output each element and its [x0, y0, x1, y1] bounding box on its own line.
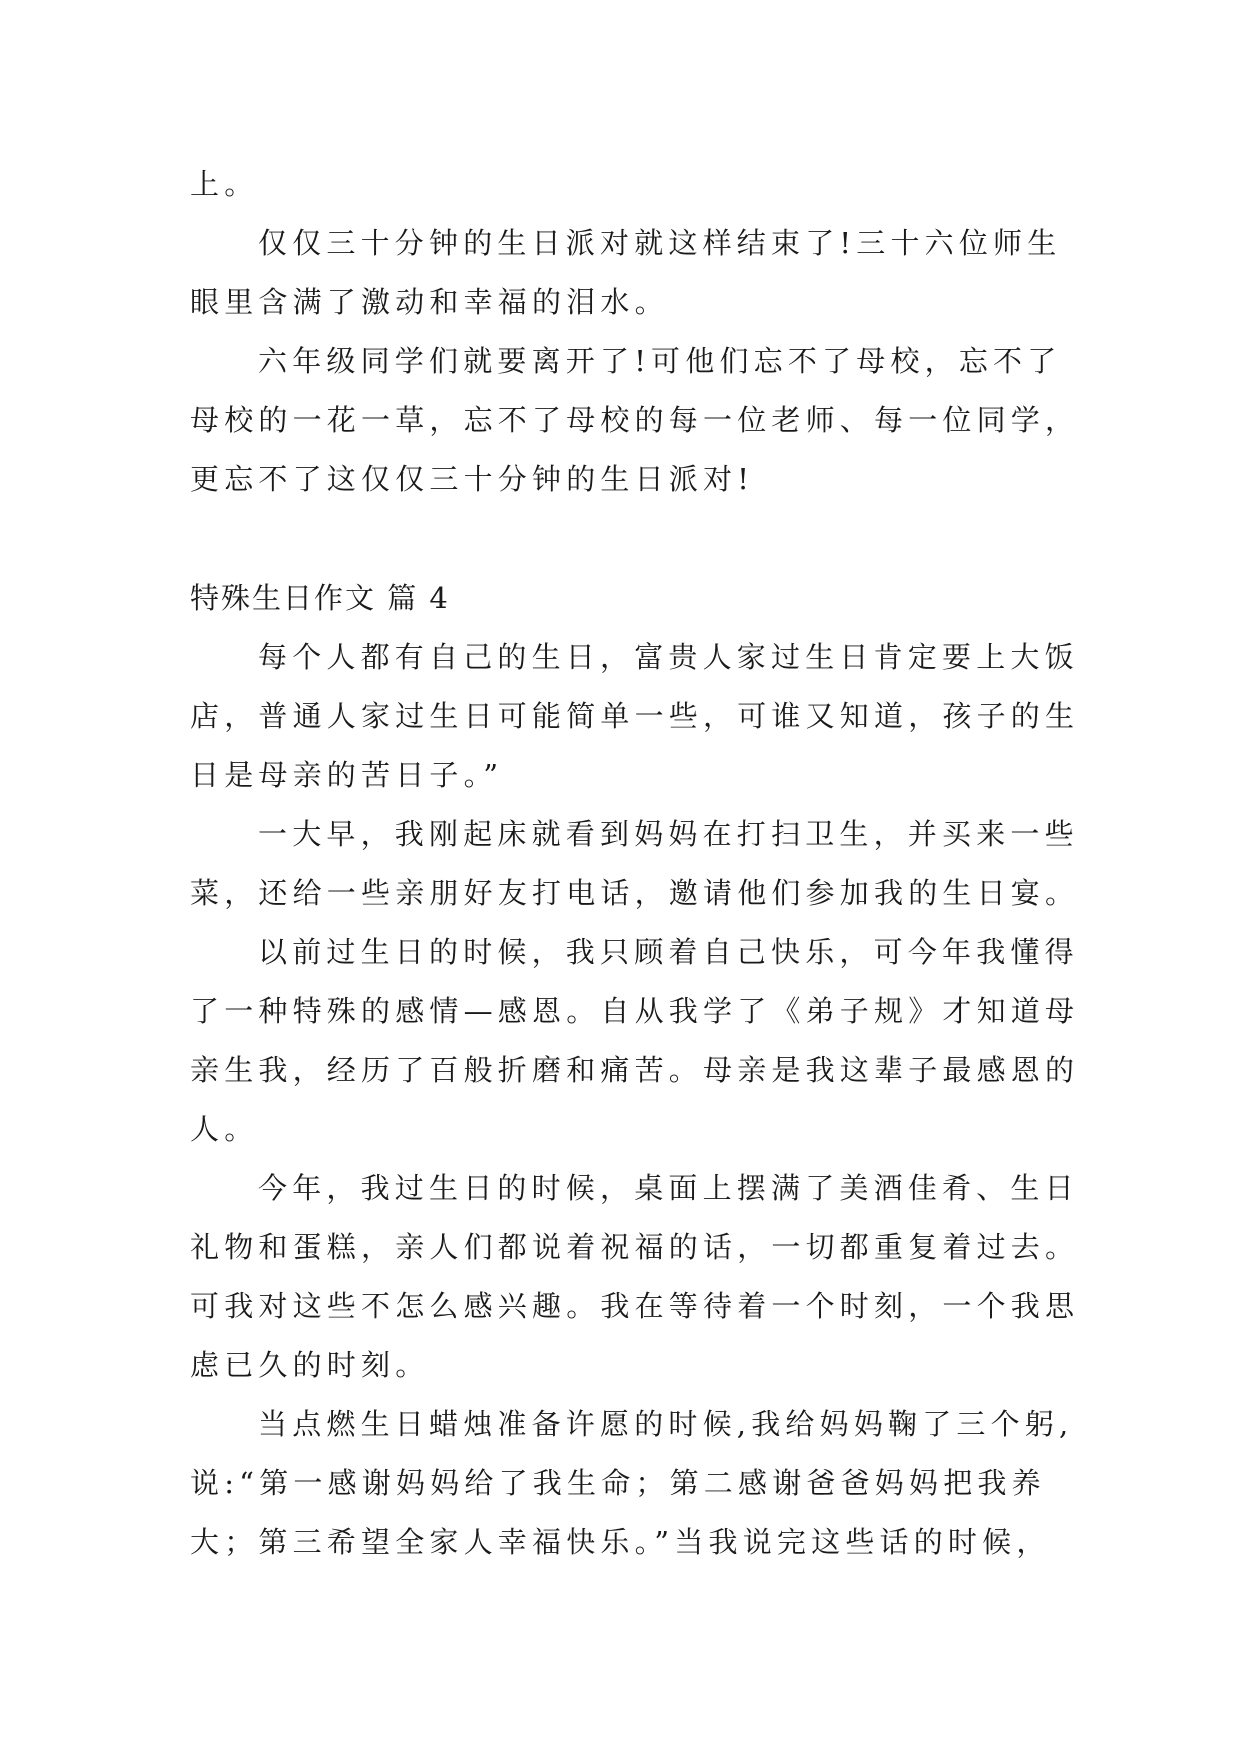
paragraph-first-line: 以前过生日的时候，我只顾着自己快乐，可今年我懂得 [258, 935, 1079, 969]
paragraph-first-line: 一大早，我刚起床就看到妈妈在打扫卫生，并买来一些 [258, 817, 1079, 851]
paragraph-first-line: 今年，我过生日的时候，桌面上摆满了美酒佳肴、生日 [258, 1171, 1079, 1205]
text-line: 菜，还给一些亲朋好友打电话，邀请他们参加我的生日宴。 [190, 876, 1080, 910]
text-line: 礼物和蛋糕，亲人们都说着祝福的话，一切都重复着过去。 [190, 1230, 1080, 1264]
paragraph-first-line: 每个人都有自己的生日，富贵人家过生日肯定要上大饭 [258, 640, 1079, 674]
paragraph-first-line: 六年级同学们就要离开了!可他们忘不了母校，忘不了 [258, 344, 1062, 378]
text-line: 人。 [190, 1112, 259, 1146]
section-heading: 特殊生日作文 篇 4 [190, 581, 450, 615]
paragraph-first-line: 当点燃生日蜡烛准备许愿的时候,我给妈妈鞠了三个躬, [258, 1407, 1074, 1441]
text-line: 母校的一花一草，忘不了母校的每一位老师、每一位同学， [190, 403, 1080, 437]
text-line: 眼里含满了激动和幸福的泪水。 [190, 285, 669, 319]
text-line: 了一种特殊的感情—感恩。自从我学了《弟子规》才知道母 [190, 994, 1080, 1028]
text-line: 店，普通人家过生日可能简单一些，可谁又知道，孩子的生 [190, 699, 1080, 733]
text-line: 日是母亲的苦日子。” [190, 758, 504, 792]
paragraph-first-line: 仅仅三十分钟的生日派对就这样结束了!三十六位师生 [258, 226, 1062, 260]
text-line: 可我对这些不怎么感兴趣。我在等待着一个时刻，一个我思 [190, 1289, 1080, 1323]
text-line: 说:“第一感谢妈妈给了我生命；第二感谢爸爸妈妈把我养 [190, 1466, 1046, 1500]
text-line: 亲生我，经历了百般折磨和痛苦。母亲是我这辈子最感恩的 [190, 1053, 1080, 1087]
text-line: 虑已久的时刻。 [190, 1348, 430, 1382]
text-line: 大；第三希望全家人幸福快乐。”当我说完这些话的时候， [190, 1525, 1051, 1559]
text-line: 更忘不了这仅仅三十分钟的生日派对! [190, 462, 755, 496]
text-line: 上。 [190, 167, 259, 201]
